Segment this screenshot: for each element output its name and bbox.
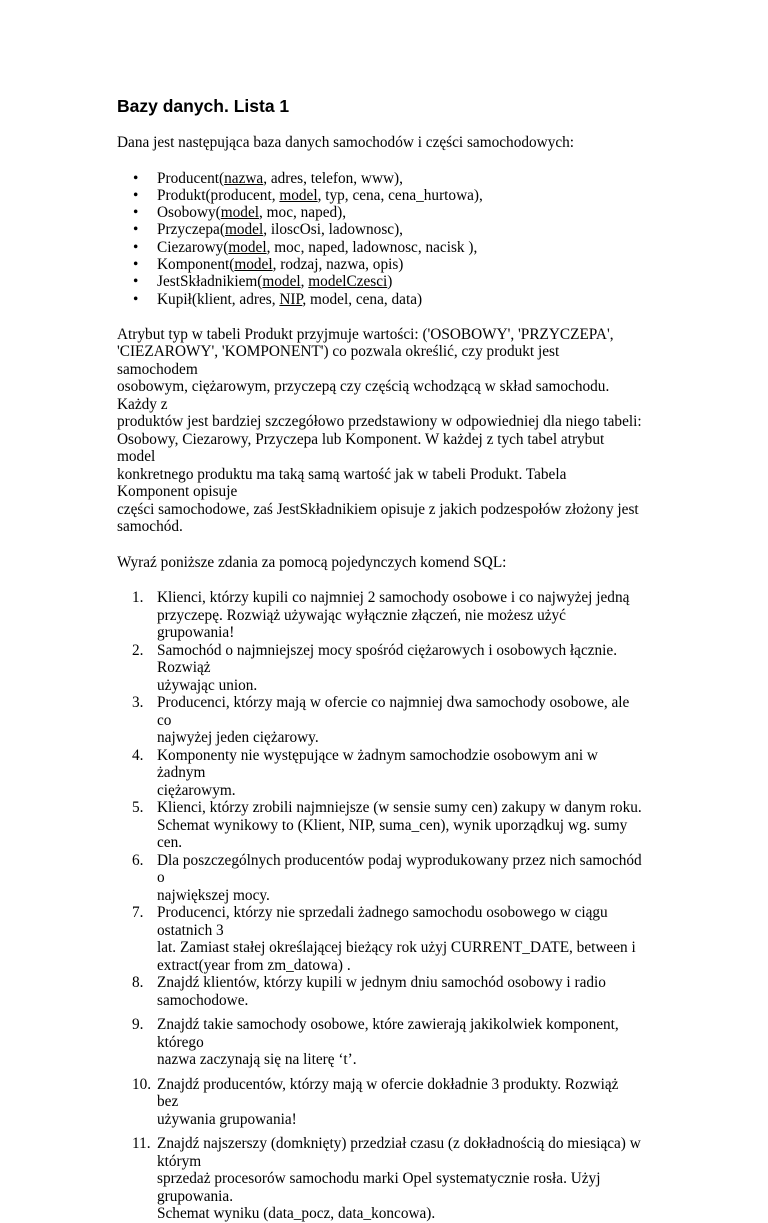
task-item bbox=[132, 641, 642, 695]
task-item bbox=[132, 904, 642, 974]
task-item bbox=[132, 694, 642, 747]
primary-key: nazwa bbox=[224, 169, 264, 187]
schema-item bbox=[157, 187, 642, 204]
task-line: Znajdź takie samochody osobowe, które zawierają jakikolwiek komponent, którego bbox=[157, 1016, 619, 1051]
primary-key: NIP bbox=[279, 290, 303, 308]
document-title: Bazy danych. Lista 1 bbox=[117, 96, 290, 116]
schema-item bbox=[157, 256, 642, 273]
description-line: 'CIEZAROWY', 'KOMPONENT') co pozwala określić, czy produkt jest samochodem bbox=[117, 343, 560, 378]
schema-text: Komponent( bbox=[157, 255, 235, 273]
task-number: 5. bbox=[132, 799, 144, 817]
schema-text: Produkt(producent, bbox=[157, 186, 280, 204]
primary-key: model bbox=[220, 204, 259, 222]
schema-text: , rodzaj, nazwa, opis) bbox=[272, 255, 404, 273]
schema-item bbox=[157, 239, 642, 256]
schema-item bbox=[157, 221, 642, 238]
primary-key: modelCzesci bbox=[308, 273, 388, 291]
task-item bbox=[132, 1135, 642, 1223]
tasks-list bbox=[117, 589, 642, 1223]
document-page bbox=[117, 96, 642, 1223]
schema-item bbox=[157, 291, 642, 308]
task-item bbox=[132, 746, 642, 800]
primary-key: model bbox=[279, 186, 318, 204]
primary-key: model bbox=[262, 273, 301, 291]
task-line: używając union. bbox=[157, 676, 258, 694]
description-paragraph bbox=[117, 326, 642, 536]
task-line: Klienci, którzy zrobili najmniejsze (w sensie sumy cen) zakupy w danym roku. bbox=[157, 799, 642, 817]
description-line: osobowym, ciężarowym, przyczepą czy częścią wchodzącą w skład samochodu. Każdy z bbox=[117, 378, 610, 413]
primary-key: model bbox=[228, 238, 267, 256]
task-line: używania grupowania! bbox=[157, 1110, 297, 1128]
schema-text: Osobowy( bbox=[157, 204, 221, 222]
task-line: najwyżej jeden ciężarowy. bbox=[157, 729, 319, 747]
task-line: Dla poszczególnych producentów podaj wyprodukowany przez nich samochód o bbox=[157, 851, 642, 887]
task-line: Klienci, którzy kupili co najmniej 2 samochody osobowe i co najwyżej jedną bbox=[157, 589, 630, 607]
schema-text: , model, cena, data) bbox=[302, 290, 423, 308]
schema-text: , adres, telefon, www), bbox=[263, 169, 403, 187]
schema-text: Producent( bbox=[157, 169, 225, 187]
task-line: Znajdź producentów, którzy mają w ofercie dokładnie 3 produkty. Rozwiąż bez bbox=[157, 1075, 619, 1111]
task-item bbox=[132, 974, 642, 1009]
task-item bbox=[132, 589, 642, 642]
schema-item bbox=[157, 204, 642, 221]
task-number: 4. bbox=[132, 746, 144, 764]
task-line: samochodowe. bbox=[157, 991, 249, 1009]
task-number: 9. bbox=[132, 1016, 144, 1034]
schema-text: JestSkładnikiem( bbox=[157, 273, 263, 291]
schema-text: , moc, naped, ladownosc, nacisk ), bbox=[266, 238, 478, 256]
primary-key: model bbox=[234, 255, 273, 273]
task-line: Samochód o najmniejszej mocy spośród ciężarowych i osobowych łącznie. Rozwiąż bbox=[157, 641, 618, 677]
primary-key: model bbox=[224, 221, 264, 239]
schema-text: Ciezarowy( bbox=[157, 238, 229, 256]
description-line: Osobowy, Ciezarowy, Przyczepa lub Komponent. W każdej z tych tabel atrybut model bbox=[117, 430, 605, 466]
task-item bbox=[132, 1075, 642, 1129]
schema-text: Przyczepa( bbox=[157, 221, 225, 239]
intro-paragraph: Dana jest następująca baza danych samochodów i części samochodowych: bbox=[117, 134, 575, 151]
task-number: 1. bbox=[132, 589, 144, 607]
task-line: sprzedaż procesorów samochodu marki Opel systematycznie rosła. Użyj grupowania. bbox=[157, 1170, 601, 1205]
task-line: extract(year from zm_datowa) . bbox=[157, 956, 351, 974]
task-number: 6. bbox=[132, 851, 144, 869]
schema-text: , moc, naped), bbox=[259, 204, 347, 222]
task-line: przyczepę. Rozwiąż używając wyłącznie złączeń, nie możesz użyć grupowania! bbox=[157, 606, 566, 642]
task-number: 11. bbox=[132, 1135, 151, 1153]
schema-text: , typ, cena, cena_hurtowa), bbox=[317, 186, 483, 204]
schema-text: Kupił(klient, adres, bbox=[157, 290, 280, 308]
schema-item bbox=[157, 273, 642, 290]
task-number: 7. bbox=[132, 904, 144, 922]
schema-text: , iloscOsi, ladownosc), bbox=[263, 221, 403, 239]
task-line: Producenci, którzy mają w ofercie co najmniej dwa samochody osobowe, ale co bbox=[157, 694, 630, 729]
task-line: ciężarowym. bbox=[157, 781, 236, 799]
task-item bbox=[132, 1016, 642, 1069]
task-line: Producenci, którzy nie sprzedali żadnego samochodu osobowego w ciągu ostatnich 3 bbox=[157, 904, 608, 939]
task-line: Schemat wynikowy to (Klient, NIP, suma_cen), wynik uporządkuj wg. sumy cen. bbox=[157, 816, 628, 852]
schema-text: ) bbox=[387, 273, 393, 291]
description-line: samochód. bbox=[117, 518, 183, 536]
description-line: Atrybut typ w tabeli Produkt przyjmuje wartości: ('OSOBOWY', 'PRZYCZEPA', bbox=[117, 325, 614, 343]
task-number: 3. bbox=[132, 694, 144, 712]
tasks-intro: Wyraź poniższe zdania za pomocą pojedynczych komend SQL: bbox=[117, 553, 507, 571]
task-line: nazwa zaczynają się na literę ‘t’. bbox=[157, 1051, 357, 1069]
description-line: konkretnego produktu ma taką samą wartość jak w tabeli Produkt. Tabela Komponent opisuje bbox=[117, 465, 567, 501]
task-line: lat. Zamiast stałej określającej bieżący rok użyj CURRENT_DATE, between i bbox=[157, 939, 636, 957]
task-item bbox=[132, 799, 642, 852]
task-number: 8. bbox=[132, 974, 144, 992]
task-line: Znajdź najszerszy (domknięty) przedział czasu (z dokładnością do miesiąca) w którym bbox=[157, 1135, 641, 1170]
task-number: 10. bbox=[132, 1075, 152, 1093]
task-number: 2. bbox=[132, 641, 144, 659]
task-line: Znajdź klientów, którzy kupili w jednym dniu samochód osobowy i radio bbox=[157, 974, 606, 992]
task-line: Schemat wyniku (data_pocz, data_koncowa). bbox=[157, 1205, 436, 1223]
task-line: Komponenty nie występujące w żadnym samochodzie osobowym ani w żadnym bbox=[157, 746, 598, 782]
description-line: produktów jest bardziej szczegółowo przedstawiony w odpowiedniej dla niego tabeli: bbox=[117, 413, 642, 431]
schema-item bbox=[157, 170, 642, 187]
description-line: części samochodowe, zaś JestSkładnikiem opisuje z jakich podzespołów złożony jest bbox=[117, 500, 639, 518]
schema-list bbox=[117, 170, 642, 308]
task-line: największej mocy. bbox=[157, 886, 270, 904]
task-item bbox=[132, 851, 642, 905]
schema-text: , bbox=[300, 273, 309, 291]
